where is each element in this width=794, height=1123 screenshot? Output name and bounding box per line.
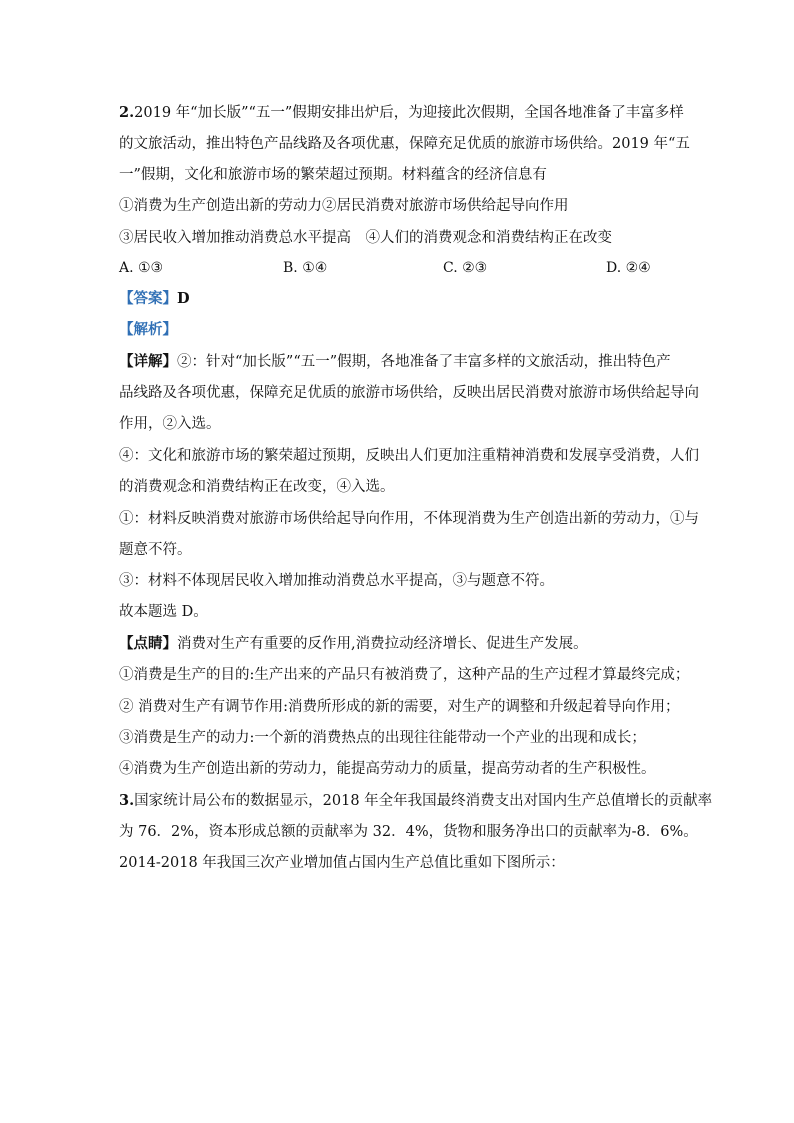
- q2-stem-line-2: 的文旅活动，推出特色产品线路及各项优惠，保障充足优质的旅游市场供给。2019 年“五: [119, 136, 690, 152]
- detail-line-9: 故本题选 D。: [119, 604, 208, 620]
- detail-line-1: [119, 352, 671, 372]
- q2-stem-text: 2019 年“加长版”“五一”假期安排出炉后，为迎接此次假期，全国各地准备了丰富多样: [134, 105, 684, 121]
- q2-stem-line-1: [119, 103, 684, 123]
- q3-number: 3.: [119, 792, 135, 809]
- point-line-4: ③消费是生产的动力:一个新的消费热点的出现往往能带动一个产业的出现和成长；: [119, 730, 646, 746]
- detail-line-4: ④：文化和旅游市场的繁荣超过预期，反映出人们更加注重精神消费和发展享受消费，人们: [119, 448, 699, 464]
- detail-line-5: 的消费观念和消费结构正在改变，④入选。: [119, 479, 395, 495]
- detail-text: ②：针对“加长版”“五一”假期，各地准备了丰富多样的文旅活动，推出特色产: [177, 354, 671, 370]
- detail-tag: 【详解】: [119, 353, 177, 370]
- point-tag: 【点睛】: [119, 635, 177, 652]
- q3-stem-line-2: 为 76．2%，资本形成总额的贡献率为 32．4%，货物和服务净出口的贡献率为-8．6%。: [119, 824, 698, 840]
- q2-item-line-2: ③居民收入增加推动消费总水平提高 ④人们的消费观念和消费结构正在改变: [119, 230, 612, 246]
- q2-option-c: C. ②③: [443, 260, 488, 276]
- q2-option-b: B. ①④: [283, 260, 328, 276]
- detail-line-2: 品线路及各项优惠，保障充足优质的旅游市场供给，反映出居民消费对旅游市场供给起导向: [119, 385, 699, 401]
- point-text: 消费对生产有重要的反作用,消费拉动经济增长、促进生产发展。: [177, 636, 588, 652]
- q2-stem-line-3: 一”假期，文化和旅游市场的繁荣超过预期。材料蕴含的经济信息有: [119, 167, 547, 183]
- q2-answer-line: [119, 289, 190, 309]
- detail-line-3: 作用，②入选。: [119, 416, 221, 432]
- q2-item-line-1: ①消费为生产创造出新的劳动力②居民消费对旅游市场供给起导向作用: [119, 198, 569, 214]
- detail-line-7: 题意不符。: [119, 542, 192, 558]
- point-line-2: ①消费是生产的目的:生产出来的产品只有被消费了，这种产品的生产过程才算最终完成；: [119, 667, 690, 683]
- q2-number: 2.: [119, 104, 135, 121]
- point-line-1: [119, 634, 588, 654]
- q2-option-a: A. ①③: [119, 260, 164, 276]
- q3-stem-line-3: 2014-2018 年我国三次产业增加值占国内生产总值比重如下图所示：: [119, 855, 565, 871]
- answer-tag: 【答案】: [119, 290, 177, 307]
- q3-stem-line-1: [119, 791, 712, 811]
- point-line-5: ④消费为生产创造出新的劳动力，能提高劳动力的质量，提高劳动者的生产积极性。: [119, 761, 656, 777]
- point-line-3: ② 消费对生产有调节作用:消费所形成的新的需要，对生产的调整和升级起着导向作用；: [119, 699, 680, 715]
- analysis-tag: 【解析】: [119, 321, 177, 338]
- q2-option-d: D. ②④: [606, 260, 651, 276]
- answer-value: D: [177, 290, 190, 307]
- q3-stem-text: 国家统计局公布的数据显示，2018 年全年我国最终消费支出对国内生产总值增长的贡献率: [134, 793, 713, 809]
- analysis-line: [119, 320, 177, 340]
- detail-line-8: ③：材料不体现居民收入增加推动消费总水平提高，③与题意不符。: [119, 573, 554, 589]
- detail-line-6: ①：材料反映消费对旅游市场供给起导向作用，不体现消费为生产创造出新的劳动力，①与: [119, 511, 699, 527]
